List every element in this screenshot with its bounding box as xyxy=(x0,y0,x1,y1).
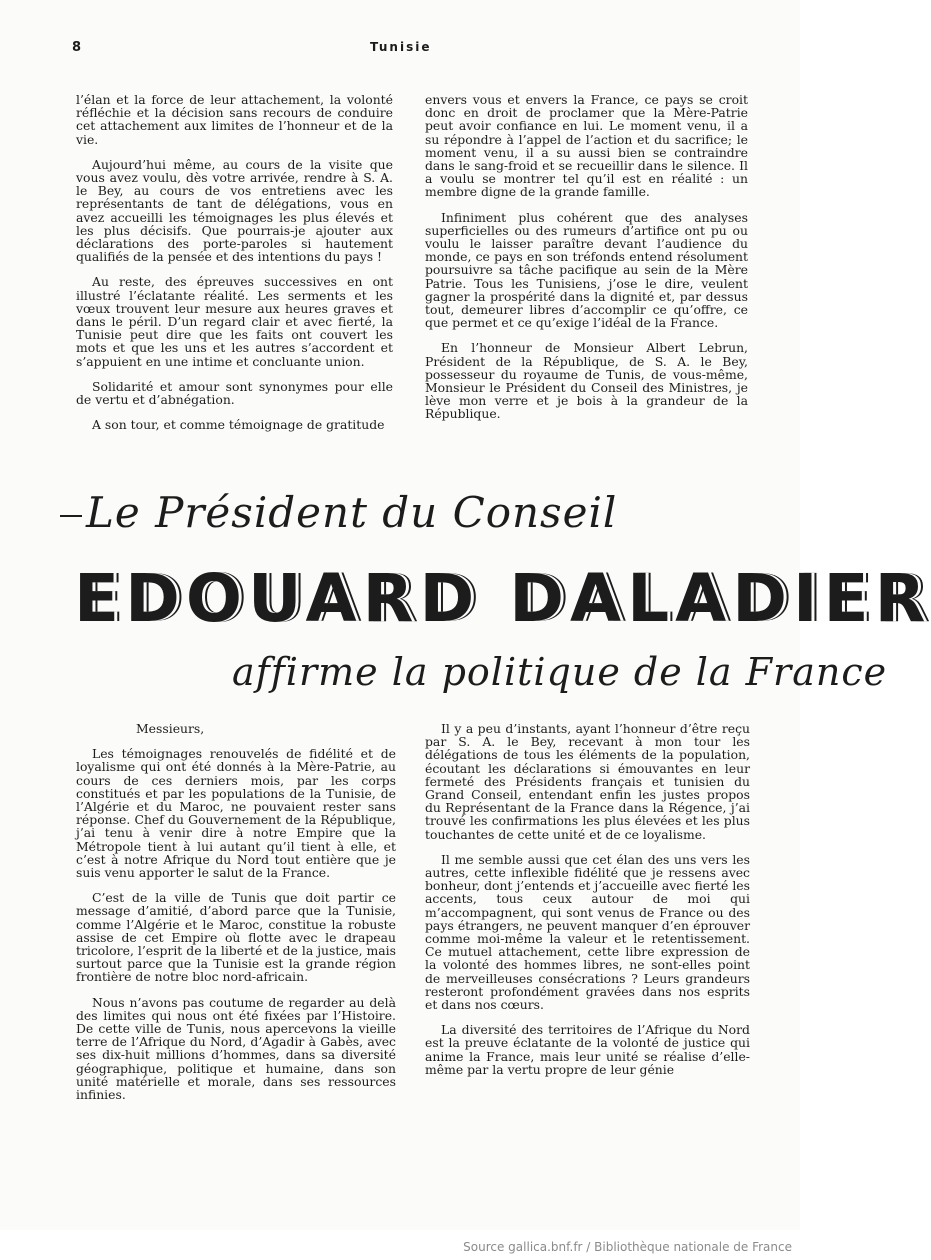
decorative-dash xyxy=(60,515,82,517)
paragraph: Solidarité et amour sont synonymes pour elle de vertu et d’abnégation. xyxy=(76,378,393,408)
journal-title: Tunisie xyxy=(370,40,432,54)
paragraph: Nous n’avons pas coutume de regarder au delà des limites qui nous ont été fixées par l’Histoire. De cette ville de Tunis, nous apercevons la vieille terre de l’Afrique du Nord, d’Agadir à Gabès, avec ses dix-huit millions d’hommes, dans sa diversité géographique, politique et humaine, dans son unité matérielle et morale, dans ses ressources infinies. xyxy=(76,994,396,1103)
headline-subtitle xyxy=(60,488,618,537)
headline-subtitle-text: Le Président du Conseil xyxy=(86,488,618,537)
page-number: 8 xyxy=(72,40,82,55)
source-credit: Source gallica.bnf.fr / Bibliothèque nationale de France xyxy=(463,1240,792,1254)
speech-column-bottom-left xyxy=(76,722,396,1113)
paragraph: C’est de la ville de Tunis que doit partir ce message d’amitié, d’abord parce que la Tunisie, comme l’Algérie et le Maroc, constitue la robuste assise de cet Empire où flotte avec le drapeau tricolore, l’esprit de la liberté et de la justice, mais surtout parce que la Tunisie est la grande région frontière de notre bloc nord-africain. xyxy=(76,890,396,985)
paragraph: A son tour, et comme témoignage de gratitude xyxy=(92,417,385,433)
salutation: Messieurs, xyxy=(136,721,205,736)
paragraph: Aujourd’hui même, au cours de la visite que vous avez voulu, dès votre arrivée, rendre à S. A. le Bey, au cours de vos entretiens avec les représentants de tant de délégations, vous en avez accueilli les témoignages les plus élevés et les plus décisifs. Que pourrais-je ajouter aux déclarations des porte-paroles si hautement qualifiés de la pensée et des intentions du pays ! xyxy=(76,156,393,265)
headline-name: EDOUARD DALADIER xyxy=(74,560,931,637)
paragraph: La diversité des territoires de l’Afrique du Nord est la preuve éclatante de la volonté de justice qui anime la France, mais leur unité se réalise d’elle-même par la vertu propre de leur génie xyxy=(425,1022,750,1077)
paragraph: Les témoignages renouvelés de fidélité et de loyalisme qui ont été donnés à la Mère-Patrie, au cours de ces derniers mois, par les corps constitués et par les populations de la Tunisie, de l’Algérie et du Maroc, ne pouvaient rester sans réponse. Chef du Gouvernement de la République, j’ai tenu à venir dire à notre Empire que la Métropole tient à lui autant qu’il tient à elle, et c’est à notre Afrique du Nord tout entière que je suis venu apporter le salut de la France. xyxy=(76,746,396,881)
paragraph: envers vous et envers la France, ce pays se croit donc en droit de proclamer que la Mère-Patrie peut avoir confiance en lui. Le moment venu, il a su répondre à l’appel de l’action et du sacrifice; le moment venu, il a su aussi bien se contraindre dans le sang-froid et se recueillir dans le silence. Il a voulu se montrer tel qu’il est en réalité : un membre digne de la grande famille. xyxy=(425,92,748,200)
headline-tagline: affirme la politique de la France xyxy=(232,650,888,694)
paragraph: l’élan et la force de leur attachement, la volonté réfléchie et la décision sans recours de conduire cet attachement aux limites de l’honneur et de la vie. xyxy=(76,92,393,147)
speech-column-top-right xyxy=(425,93,748,433)
paragraph: Il y a peu d’instants, ayant l’honneur d’être reçu par S. A. le Bey, recevant à mon tour les délégations de tous les éléments de la population, écoutant les déclarations si émouvantes en leur fermeté des Présidents français et tunisien du Grand Conseil, entendant enfin les justes propos du Représentant de la France dans la Régence, j’ai trouvé les confirmations les plus élevées et les plus touchantes de cette unité et de ce loyalisme. xyxy=(425,721,750,842)
paragraph: Infiniment plus cohérent que des analyses superficielles ou des rumeurs d’artifice ont pu ou voulu le laisser paraître devant l’audience du monde, ce pays en son tréfonds entend résolument poursuivre sa tâche pacifique au sein de la Mère Patrie. Tous les Tunisiens, j’ose le dire, veulent gagner la prospérité dans la dignité et, par dessus tout, demeurer libres d’accomplir ce qu’offre, ce que permet et ce qu’exige l’idéal de la France. xyxy=(425,209,748,331)
speech-column-top-left xyxy=(76,93,393,443)
paragraph: Il me semble aussi que cet élan des uns vers les autres, cette inflexible fidélité que je ressens avec bonheur, dont j’entends et j’accueille avec fierté les accents, tous ceux autour de moi qui m’accompagnent, qui sont venus de France ou des pays étrangers, ne peuvent manquer d’en éprouver comme moi-même la valeur et le retentissement. Ce mutuel attachement, cette libre expression de la volonté des hommes libres, ne sont-elles point de merveilleuses consécrations ? Leurs grandeurs resteront profondément gravées dans nos esprits et dans nos cœurs. xyxy=(425,851,750,1013)
paragraph: En l’honneur de Monsieur Albert Lebrun, Président de la République, de S. A. le Bey, possesseur du royaume de Tunis, de vous-même, Monsieur le Président du Conseil des Ministres, je lève mon verre et je bois à la grandeur de la République. xyxy=(425,340,748,422)
paragraph: Au reste, des épreuves successives en ont illustré l’éclatante réalité. Les serments et les vœux trouvent leur mesure aux heures graves et dans le péril. D’un regard clair et avec fierté, la Tunisie peut dire que les faits ont couvert les mots et que les uns et les autres s’accordent et s’appuient en une intime et concluante union. xyxy=(76,274,393,369)
speech-column-bottom-right xyxy=(425,722,750,1088)
